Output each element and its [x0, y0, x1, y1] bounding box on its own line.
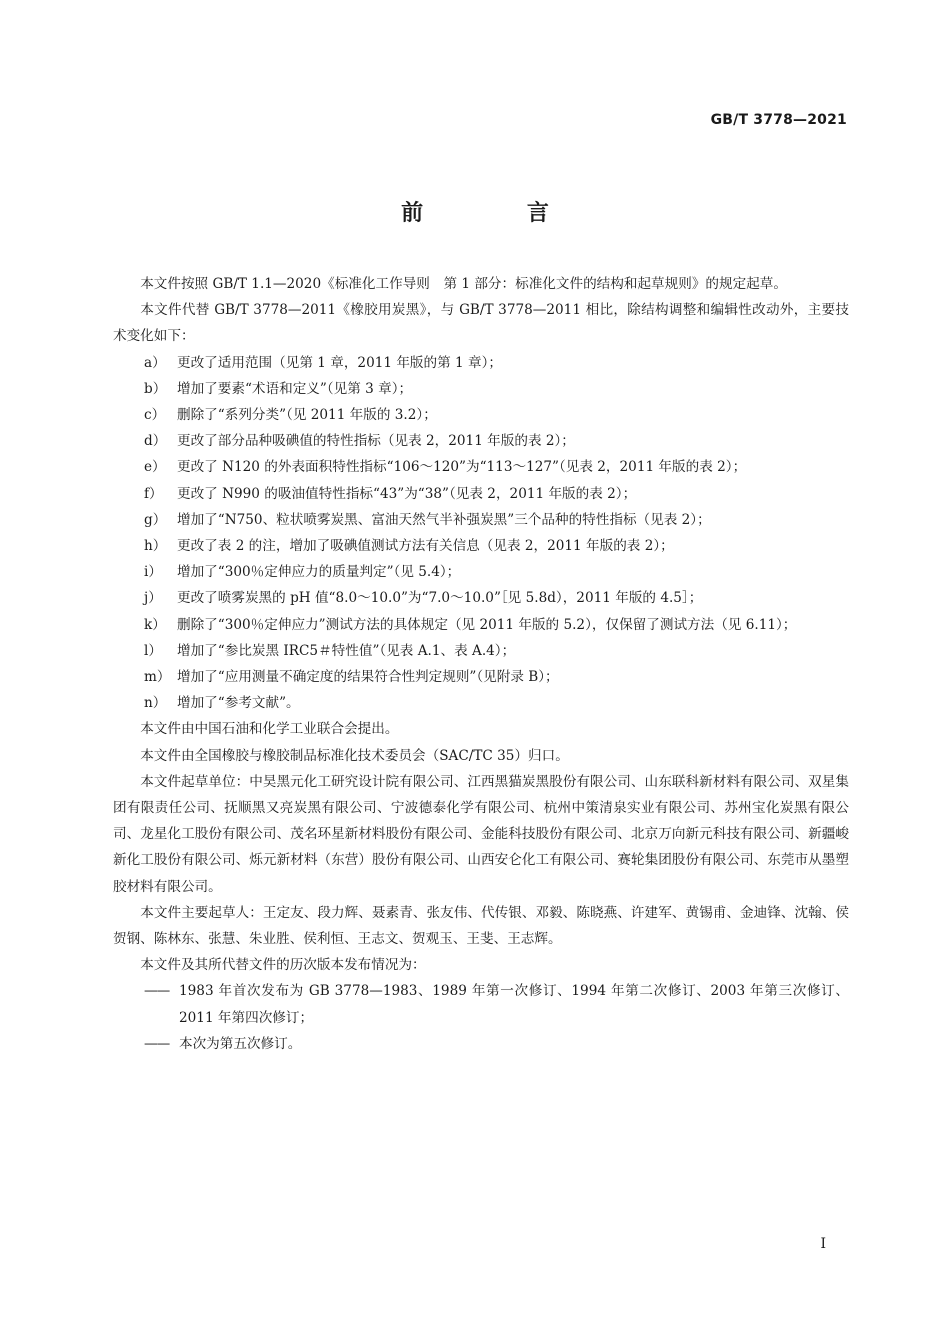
list-item: [113, 690, 849, 716]
drafting-units-paragraph: 本文件起草单位：中昊黑元化工研究设计院有限公司、江西黑猫炭黑股份有限公司、山东联科新材料有限公司、双星集团有限责任公司、抚顺黑又亮炭黑有限公司、宁波德泰化学有限公司、杭州中策清泉实业有限公司、苏州宝化炭黑有限公司、龙星化工股份有限公司、茂名环星新材料股份有限公司、金能科技股份有限公司、北京万向新元科技有限公司、新疆峻新化工股份有限公司、烁元新材料（东营）股份有限公司、山西安仑化工有限公司、赛轮集团股份有限公司、东莞市从墨塑胶材料有限公司。: [113, 773, 849, 895]
list-item-text: 更改了 N990 的吸油值特性指标“43”为“38”（见表 2，2011 年版的表 2）；: [177, 485, 637, 502]
list-item-label: j）: [144, 590, 162, 607]
list-item: [113, 481, 849, 507]
page-title: 前 言: [401, 201, 597, 226]
drafters-paragraph: 本文件主要起草人：王定友、段力辉、聂素青、张友伟、代传银、邓毅、陈晓燕、许建军、黄锡甫、金迪锋、沈翰、侯贺钢、陈林东、张慧、朱业胜、侯利恒、王志文、贺观玉、王斐、王志辉。: [113, 904, 849, 948]
history-dash: ——: [144, 1035, 170, 1052]
intro-paragraph-1: 本文件按照 GB/T 1.1—2020《标准化工作导则 第 1 部分：标准化文件的结构和起草规则》的规定起草。: [140, 276, 787, 292]
list-item-label: h）: [144, 538, 167, 555]
list-item-text: 删除了“系列分类”（见 2011 年版的 3.2）；: [177, 407, 437, 424]
list-item-label: i）: [144, 564, 162, 581]
list-item: [113, 350, 849, 376]
history-item-text: 1983 年首次发布为 GB 3778—1983、1989 年第一次修订、1994 年第二次修订、2003 年第三次修订、2011 年第四次修订；: [179, 983, 849, 1026]
managed-by-paragraph: 本文件由全国橡胶与橡胶制品标准化技术委员会（SAC/TC 35）归口。: [140, 747, 569, 764]
list-item-text: 增加了“参考文献”。: [177, 695, 300, 712]
list-item-label: b）: [144, 380, 167, 397]
list-item: [113, 507, 849, 533]
intro-paragraph-2: 本文件代替 GB/T 3778—2011《橡胶用炭黑》，与 GB/T 3778—2011 相比，除结构调整和编辑性改动外，主要技术变化如下：: [113, 302, 849, 345]
list-item-label: m）: [144, 669, 171, 686]
list-item-label: n）: [144, 695, 167, 712]
list-item: [113, 612, 849, 638]
standard-number: GB/T 3778—2021: [710, 112, 847, 128]
list-item: [113, 559, 849, 585]
history-item-text: 本次为第五次修订。: [179, 1035, 302, 1052]
list-item: [113, 664, 849, 690]
list-item-label: d）: [144, 433, 167, 450]
list-item-text: 更改了部分品种吸碘值的特性指标（见表 2，2011 年版的表 2）；: [177, 433, 575, 450]
list-item: [113, 585, 849, 611]
list-item-label: c）: [144, 407, 166, 424]
document-body: [113, 271, 849, 1057]
proposed-by-paragraph: 本文件由中国石油和化学工业联合会提出。: [140, 721, 399, 738]
history-intro-paragraph: 本文件及其所代替文件的历次版本发布情况为：: [140, 957, 426, 974]
list-item-text: 更改了 N120 的外表面积特性指标“106～120”为“113～127”（见表 2，2011 年版的表 2）；: [177, 459, 747, 476]
list-item-text: 更改了喷雾炭黑的 pH 值“8.0～10.0”为“7.0～10.0”［见 5.8d），2011 年版的 4.5］；: [177, 590, 703, 607]
list-item-text: 更改了表 2 的注，增加了吸碘值测试方法有关信息（见表 2，2011 年版的表 2）；: [177, 538, 674, 555]
list-item-text: 增加了“N750、粒状喷雾炭黑、富油天然气半补强炭黑”三个品种的特性指标（见表 2）；: [177, 511, 711, 528]
history-item: [113, 1031, 849, 1057]
list-item-text: 增加了要素“术语和定义”（见第 3 章）；: [177, 380, 413, 397]
list-item: [113, 638, 849, 664]
list-item-text: 增加了“300％定伸应力的质量判定”（见 5.4）；: [177, 564, 461, 581]
list-item-text: 增加了“应用测量不确定度的结果符合性判定规则”（见附录 B）；: [177, 669, 559, 686]
list-item-label: k）: [144, 616, 166, 633]
list-item-label: l）: [144, 642, 162, 659]
list-item: [113, 454, 849, 480]
list-item-label: a）: [144, 354, 166, 371]
list-item: [113, 402, 849, 428]
list-item-text: 增加了“参比炭黑 IRC5＃特性值”（见表 A.1、表 A.4）；: [177, 642, 516, 659]
list-item-label: g）: [144, 511, 167, 528]
list-item-text: 删除了“300％定伸应力”测试方法的具体规定（见 2011 年版的 5.2），仅保留了测试方法（见 6.11）；: [177, 616, 797, 633]
list-item: [113, 533, 849, 559]
history-dash: ——: [144, 983, 170, 1000]
history-item: [113, 978, 849, 1030]
list-item: [113, 428, 849, 454]
list-item-label: f）: [144, 485, 163, 502]
list-item-label: e）: [144, 459, 166, 476]
list-item-text: 更改了适用范围（见第 1 章，2011 年版的第 1 章）；: [177, 354, 502, 371]
list-item: [113, 376, 849, 402]
page-number: Ⅰ: [820, 1236, 826, 1252]
